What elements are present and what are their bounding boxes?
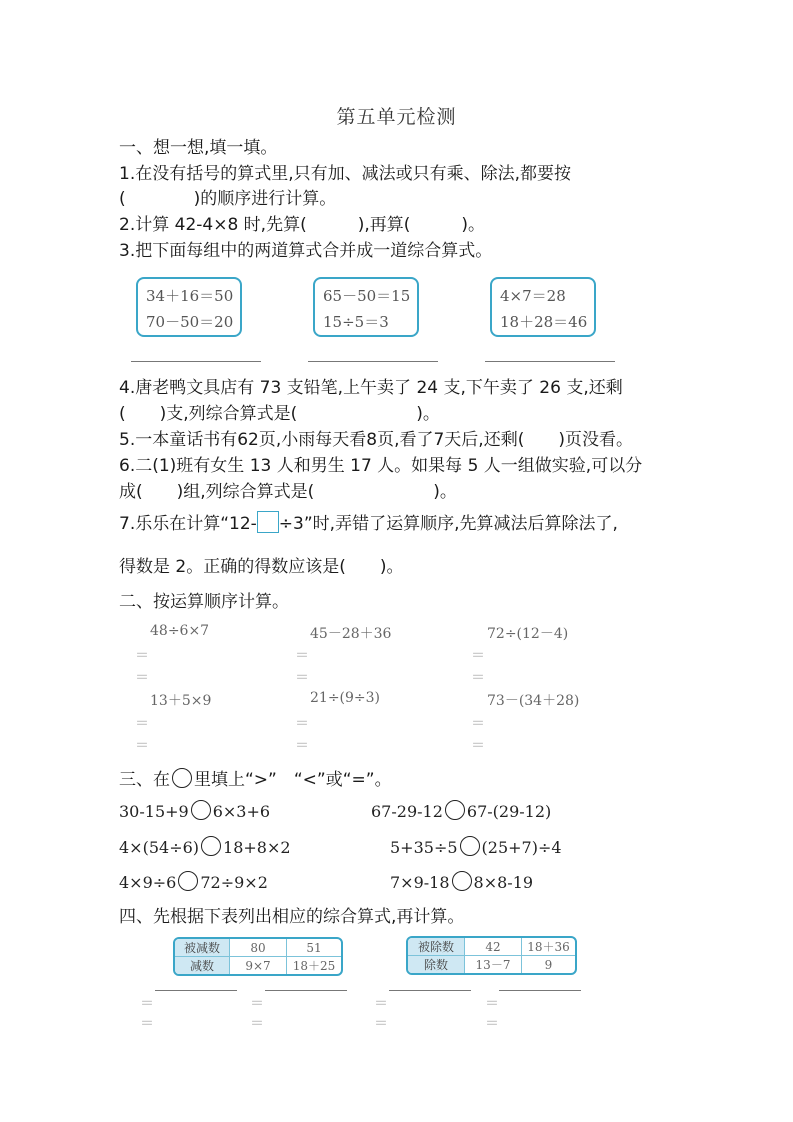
table-cell: 18＋36 [522, 938, 575, 956]
compare-left: 67-29-12 [371, 802, 443, 821]
q3-box-2 [313, 277, 419, 337]
table-cell: 42 [465, 938, 522, 956]
q7-suffix: ÷3”时,弄错了运算顺序,先算减法后算除法了, [278, 514, 618, 534]
equals-sign: ＝ [135, 648, 149, 664]
q7-line2: 得数是 2。正确的得数应该是( )。 [119, 557, 404, 577]
equals-sign: ＝ [140, 1016, 154, 1032]
compare-right: 18+8×2 [223, 838, 291, 857]
page-title: 第五单元检测 [336, 106, 457, 128]
q3-answer-line-2[interactable] [308, 361, 438, 362]
q3-box-3-line1: 4×7＝28 [500, 287, 566, 305]
compare-right: 6×3+6 [212, 802, 271, 821]
equals-sign: ＝ [135, 670, 149, 686]
equals-sign: ＝ [471, 648, 485, 664]
answer-line-3[interactable] [389, 990, 471, 991]
section3-heading [119, 765, 392, 790]
section3-heading-prefix: 三、在 [119, 770, 170, 790]
subtraction-table [173, 937, 343, 976]
compare-right: 67-(29-12) [466, 802, 552, 821]
equals-sign: ＝ [471, 738, 485, 754]
table-cell: 18＋25 [292, 959, 336, 973]
q5: 5.一本童话书有62页,小雨每天看8页,看了7天后,还剩( )页没看。 [119, 430, 633, 450]
compare-circle[interactable] [460, 836, 480, 856]
q3-box-1 [136, 277, 242, 337]
compare-item-1 [119, 800, 270, 821]
q1-line1: 1.在没有括号的算式里,只有加、减法或只有乘、除法,都要按 [119, 164, 572, 184]
compare-item-2 [371, 800, 551, 821]
q7-blank-box[interactable] [257, 511, 279, 533]
table-cell: 13－7 [465, 956, 522, 973]
q3-answer-line-3[interactable] [485, 361, 615, 362]
compare-right: 72÷9×2 [200, 873, 268, 892]
q3-box-3 [490, 277, 596, 337]
equals-sign: ＝ [295, 648, 309, 664]
equals-sign: ＝ [295, 738, 309, 754]
table-header-minuend: 被减数 [175, 939, 230, 957]
compare-item-6 [390, 871, 533, 892]
q4-line1: 4.唐老鸭文具店有 73 支铅笔,上午卖了 24 支,下午卖了 26 支,还剩 [119, 378, 623, 398]
q7-prefix: 7.乐乐在计算“12- [119, 514, 257, 534]
division-table [406, 936, 577, 975]
equals-sign: ＝ [374, 1016, 388, 1032]
compare-left: 7×9-18 [390, 873, 450, 892]
calc-problem-2: 45－28＋36 [310, 626, 392, 642]
equals-sign: ＝ [471, 670, 485, 686]
q3-box-2-line2: 15÷5＝3 [323, 313, 389, 331]
calc-problem-1: 48÷6×7 [150, 623, 210, 639]
q3-box-1-line1: 34＋16＝50 [146, 287, 234, 305]
equals-sign: ＝ [140, 996, 154, 1012]
equals-sign: ＝ [135, 716, 149, 732]
compare-circle[interactable] [191, 800, 211, 820]
q4-line2: ( )支,列综合算式是( )。 [119, 404, 440, 424]
calc-problem-4: 13＋5×9 [150, 693, 212, 709]
equals-sign: ＝ [485, 996, 499, 1012]
table-cell: 80 [230, 939, 287, 957]
q6-line2: 成( )组,列综合算式是( )。 [119, 482, 457, 502]
q7-line1 [119, 509, 618, 534]
section3-heading-suffix: 里填上“>” “<”或“=”。 [194, 770, 392, 790]
equals-sign: ＝ [295, 670, 309, 686]
section4-heading: 四、先根据下表列出相应的综合算式,再计算。 [119, 907, 465, 927]
equals-sign: ＝ [485, 1016, 499, 1032]
compare-item-5 [119, 871, 268, 892]
q3-box-1-line2: 70－50＝20 [146, 313, 234, 331]
calc-problem-6: 73－(34＋28) [487, 693, 580, 709]
table-header-dividend: 被除数 [408, 938, 465, 956]
equals-sign: ＝ [374, 996, 388, 1012]
calc-problem-5: 21÷(9÷3) [310, 690, 381, 706]
answer-line-4[interactable] [499, 990, 581, 991]
compare-left: 4×(54÷6) [119, 838, 200, 857]
compare-circle[interactable] [201, 836, 221, 856]
table-header-divisor: 除数 [408, 956, 465, 973]
equals-sign: ＝ [295, 716, 309, 732]
q3-box-2-line1: 65－50＝15 [323, 287, 411, 305]
equals-sign: ＝ [250, 1016, 264, 1032]
q2: 2.计算 42-4×8 时,先算( ),再算( )。 [119, 215, 486, 235]
q6-line1: 6.二(1)班有女生 13 人和男生 17 人。如果每 5 人一组做实验,可以分 [119, 456, 643, 476]
compare-left: 5+35÷5 [390, 838, 458, 857]
compare-left: 30-15+9 [119, 802, 189, 821]
q3-box-3-line2: 18＋28＝46 [500, 313, 588, 331]
equals-sign: ＝ [471, 716, 485, 732]
answer-line-1[interactable] [155, 990, 237, 991]
q3: 3.把下面每组中的两道算式合并成一道综合算式。 [119, 241, 493, 261]
compare-left: 4×9÷6 [119, 873, 177, 892]
table-cell: 9×7 [230, 957, 287, 974]
compare-item-4 [390, 836, 562, 857]
compare-circle[interactable] [445, 800, 465, 820]
table-cell: 9 [544, 957, 553, 972]
equals-sign: ＝ [250, 996, 264, 1012]
q3-answer-line-1[interactable] [131, 361, 261, 362]
section1-heading: 一、想一想,填一填。 [119, 138, 278, 158]
table-header-subtrahend: 减数 [175, 957, 230, 974]
answer-line-2[interactable] [265, 990, 347, 991]
compare-circle[interactable] [452, 871, 472, 891]
equals-sign: ＝ [135, 738, 149, 754]
compare-circle[interactable] [178, 871, 198, 891]
q1-line2: ( )的顺序进行计算。 [119, 189, 337, 209]
calc-problem-3: 72÷(12－4) [487, 626, 569, 642]
section2-heading: 二、按运算顺序计算。 [119, 592, 289, 612]
table-cell: 51 [287, 939, 341, 957]
compare-item-3 [119, 836, 291, 857]
compare-right: 8×8-19 [473, 873, 534, 892]
circle-icon [172, 768, 192, 788]
compare-right: (25+7)÷4 [481, 838, 562, 857]
